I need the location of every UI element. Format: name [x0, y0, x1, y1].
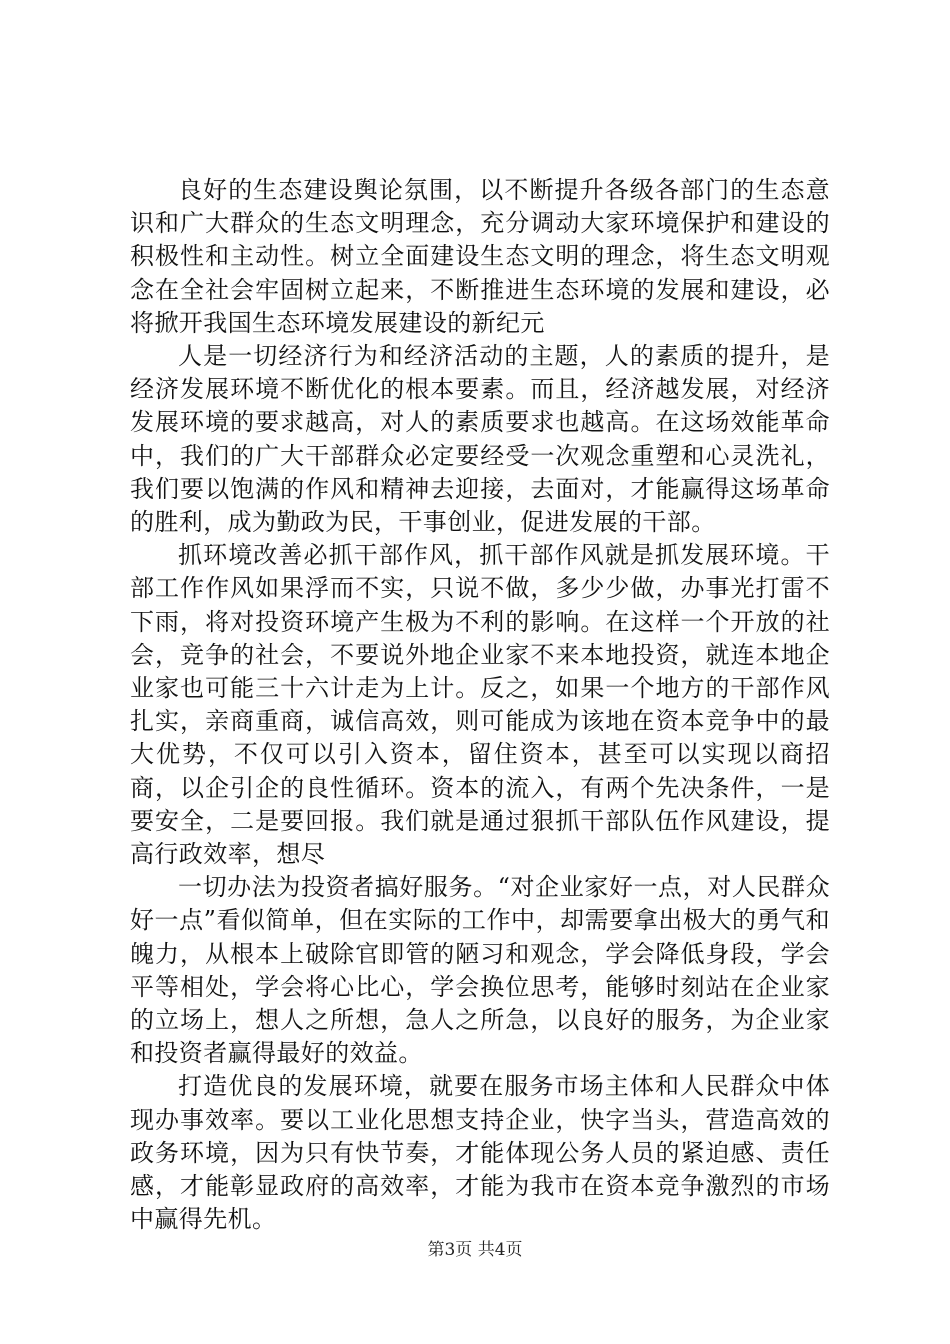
- paragraph: 人是一切经济行为和经济活动的主题，人的素质的提升，是经济发展环境不断优化的根本要素。而且，经济越发展，对经济发展环境的要求越高，对人的素质要求也越高。在这场效能革命中，我们的广大干部群众必定要经受一次观念重塑和心灵洗礼，我们要以饱满的作风和精神去迎接，去面对，才能赢得这场革命的胜利，成为勤政为民，干事创业，促进发展的干部。: [130, 342, 830, 537]
- paragraph: 良好的生态建设舆论氛围，以不断提升各级各部门的生态意识和广大群众的生态文明理念，充分调动大家环境保护和建设的积极性和主动性。树立全面建设生态文明的理念，将生态文明观念在全社会牢固树立起来，不断推进生态环境的发展和建设，必将掀开我国生态环境发展建设的新纪元: [130, 176, 830, 337]
- page-number-footer: 第3页 共4页: [427, 1240, 523, 1260]
- paragraph: 一切办法为投资者搞好服务。“对企业家好一点，对人民群众好一点”看似简单，但在实际的工作中，却需要拿出极大的勇气和魄力，从根本上破除官即管的陋习和观念，学会降低身段，学会平等相处，学会将心比心，学会换位思考，能够时刻站在企业家的立场上，想人之所想，急人之所急，以良好的服务，为企业家和投资者赢得最好的效益。: [130, 873, 830, 1068]
- document-body: [130, 174, 830, 1237]
- paragraph: 抓环境改善必抓干部作风，抓干部作风就是抓发展环境。干部工作作风如果浮而不实，只说不做，多少少做，办事光打雷不下雨，将对投资环境产生极为不利的影响。在这样一个开放的社会，竞争的社会，不要说外地企业家不来本地投资，就连本地企业家也可能三十六计走为上计。反之，如果一个地方的干部作风扎实，亲商重商，诚信高效，则可能成为该地在资本竞争中的最大优势，不仅可以引入资本，留住资本，甚至可以实现以商招商，以企引企的良性循环。资本的流入，有两个先决条件，一是要安全，二是要回报。我们就是通过狠抓干部队伍作风建设，提高行政效率，想尽: [130, 541, 830, 869]
- paragraph: 打造优良的发展环境，就要在服务市场主体和人民群众中体现办事效率。要以工业化思想支持企业，快字当头，营造高效的政务环境，因为只有快节奏，才能体现公务人员的紧迫感、责任感，才能彰显政府的高效率，才能为我市在资本竞争激烈的市场中赢得先机。: [130, 1072, 830, 1234]
